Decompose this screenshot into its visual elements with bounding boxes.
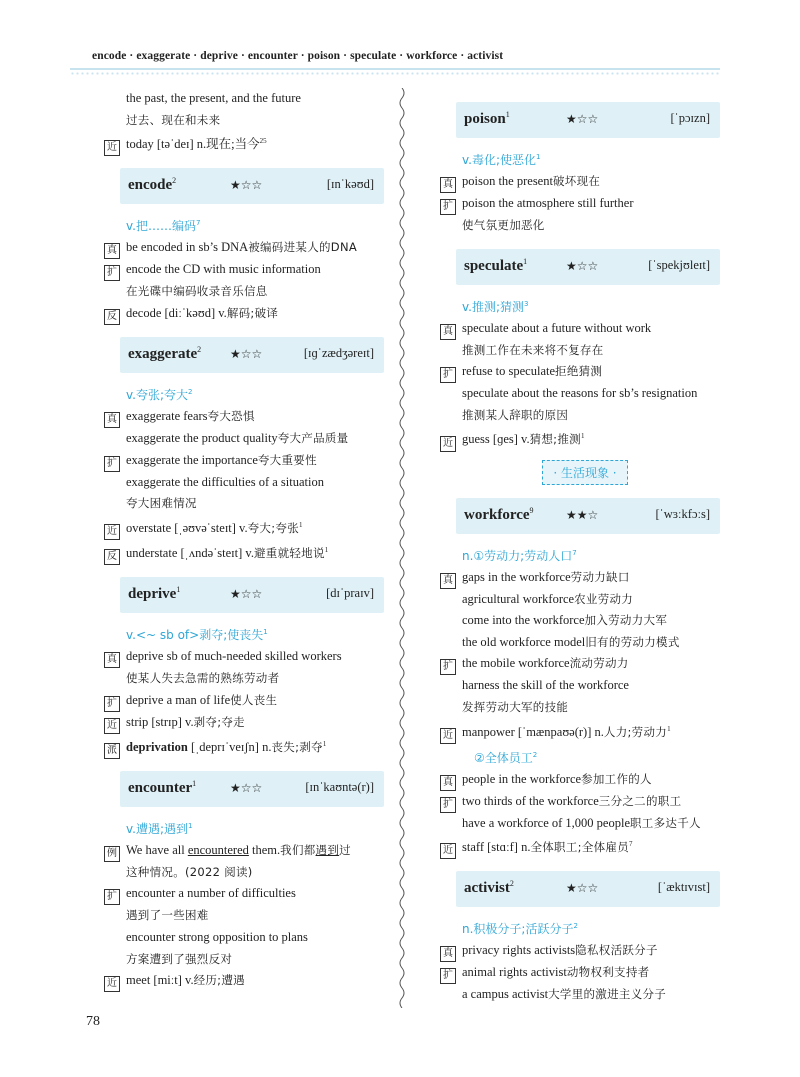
frequency-sup: 1 xyxy=(580,432,585,441)
tag-icon: 真 xyxy=(440,775,456,791)
entry-en: the mobile workforce xyxy=(462,656,570,671)
tag-icon: 扩 xyxy=(104,265,120,281)
phonetic: [ɪnˈkəʊd] xyxy=(326,177,374,192)
entry-line xyxy=(440,697,730,719)
entry-line xyxy=(440,361,730,383)
difficulty-stars: ★☆☆ xyxy=(230,587,263,602)
word-header-box xyxy=(120,337,384,373)
entry-line xyxy=(104,450,394,472)
entry-line xyxy=(104,303,394,325)
entry-line xyxy=(440,769,730,791)
pos-frequency: 7 xyxy=(196,219,201,228)
entry-line xyxy=(104,690,394,712)
tag-icon: 扩 xyxy=(104,889,120,905)
entry-line xyxy=(440,610,730,632)
entry-cn: 流动劳动力 xyxy=(569,656,629,671)
left-entries xyxy=(104,168,394,992)
tag-icon: 扩 xyxy=(440,968,456,984)
difficulty-stars: ★☆☆ xyxy=(566,112,599,126)
entry-line xyxy=(104,734,394,759)
entry-cn: 旧有的劳动力模式 xyxy=(585,634,680,649)
pos-frequency: 1 xyxy=(263,628,268,637)
difficulty-stars: ★☆☆ xyxy=(230,346,263,361)
entry-en: staff [stɑːf] n. xyxy=(462,840,531,855)
phonetic: [ɪnˈkaʊntə(r)] xyxy=(305,779,374,794)
entry-line xyxy=(104,131,394,156)
entry-line xyxy=(440,383,730,405)
entry-line: 过去、现在和未来 xyxy=(126,112,221,127)
entry-line xyxy=(440,171,730,193)
phonetic: [dɪˈpraɪv] xyxy=(326,586,374,601)
part-of-speech: ②全体员工$^2$ xyxy=(474,750,538,765)
tag-icon: 真 xyxy=(440,324,456,340)
pos-frequency: 1 xyxy=(188,821,193,830)
section-heading xyxy=(440,460,730,486)
headword-frequency: 9 xyxy=(529,505,534,515)
entry-cn: 全体职工;全体雇员 xyxy=(530,840,630,855)
entry-line xyxy=(104,970,394,992)
entry-en: deprive sb of much-needed skilled workers xyxy=(126,649,342,664)
entry-cn: 职工多达千人 xyxy=(630,815,701,830)
entry-en: poison the present xyxy=(462,174,553,188)
entry-line xyxy=(440,984,730,1006)
difficulty-stars: ★☆☆ xyxy=(230,780,263,795)
example-en: them. xyxy=(248,842,281,857)
headword: exaggerate$^2$ xyxy=(128,344,202,362)
tag-icon: 近 xyxy=(440,436,456,452)
pos-frequency: 3 xyxy=(524,299,529,308)
frequency-sup: 7 xyxy=(629,840,633,849)
entry-en: refuse to speculate xyxy=(462,364,556,379)
entry-cn: 经历;遭遇 xyxy=(193,973,245,988)
entry-line xyxy=(104,259,394,281)
entry-en: encounter a number of difficulties xyxy=(126,886,296,901)
entry-cn: 参加工作的人 xyxy=(581,771,652,786)
part-of-speech: v.遭遇;遇到$^1$ xyxy=(126,821,193,836)
header-rule xyxy=(70,68,720,70)
entry-cn: 拒绝猜测 xyxy=(555,364,603,379)
tag-icon: 扩 xyxy=(104,456,120,472)
tag-icon: 近 xyxy=(440,728,456,744)
tag-icon: 真 xyxy=(440,177,456,193)
entry-line xyxy=(104,712,394,734)
header-dotted-rule xyxy=(70,72,720,75)
entry-en-bold: deprivation xyxy=(126,739,188,754)
word-header-box xyxy=(456,249,720,285)
entry-cn: 破坏现在 xyxy=(552,174,601,188)
entry-en: [ˌdeprɪˈveɪʃn] n. xyxy=(187,739,272,754)
difficulty-stars: ★☆☆ xyxy=(566,258,599,273)
headword-frequency: 1 xyxy=(192,778,197,788)
entry-en: guess [ɡes] v. xyxy=(462,432,530,447)
example-en: We have all xyxy=(126,842,188,857)
column-divider xyxy=(397,88,407,1008)
example-en-underlined: encountered xyxy=(187,842,249,857)
entry-line xyxy=(104,237,394,259)
phonetic: [ˈæktɪvɪst] xyxy=(657,880,710,895)
headword-frequency: 1 xyxy=(523,256,528,266)
entry-cn: 解码;破译 xyxy=(226,305,279,320)
right-entries xyxy=(440,102,730,1006)
entry-en: exaggerate the difficulties of a situation xyxy=(126,474,324,489)
entry-line xyxy=(440,405,730,427)
entry-cn: 使气氛更加恶化 xyxy=(462,218,545,232)
entry-line xyxy=(104,406,394,428)
entry-line xyxy=(440,791,730,813)
entry-cn: 人力;劳动力 xyxy=(603,724,668,739)
part-of-speech: v.推测;猜测$^3$ xyxy=(462,299,529,314)
difficulty-stars: ★☆☆ xyxy=(566,881,599,896)
headword-frequency: 1 xyxy=(505,110,510,119)
entry-line xyxy=(440,426,730,451)
entry-line xyxy=(104,540,394,565)
headword-frequency: 2 xyxy=(509,879,514,889)
entry-cn: 夸大产品质量 xyxy=(277,430,349,445)
pos-frequency: 2 xyxy=(188,387,193,396)
pos-frequency: 1 xyxy=(536,153,541,161)
phonetic: [ˈspekjʊleɪt] xyxy=(648,257,710,272)
difficulty-stars: ★★☆ xyxy=(566,507,599,522)
entry-cn: 被编码进某人的DNA xyxy=(248,240,358,255)
tag-icon: 反 xyxy=(104,549,120,565)
entry-line xyxy=(104,949,394,971)
part-of-speech: v.把……编码$^7$ xyxy=(126,219,201,234)
pos-frequency: 2 xyxy=(573,922,578,931)
entry-en: privacy rights activists xyxy=(462,943,576,958)
entry-cn: 使人丧生 xyxy=(230,692,278,707)
entry-cn: 丧失;剥夺 xyxy=(271,739,323,754)
entry-en: understate [ˌʌndəˈsteɪt] v. xyxy=(126,546,254,561)
entry-line xyxy=(440,834,730,859)
tag-icon: 例 xyxy=(104,846,120,862)
entry-cn: 夸大;夸张 xyxy=(247,520,299,535)
entry-en: decode [diːˈkəʊd] v. xyxy=(126,305,227,320)
entry-line xyxy=(440,567,730,589)
entry-cn: 推测某人辞职的原因 xyxy=(462,407,569,422)
part-of-speech: n.积极分子;活跃分子$^2$ xyxy=(462,922,578,937)
entry-line xyxy=(440,193,730,215)
tag-icon: 近 xyxy=(440,843,456,859)
entry-cn: 猜想;推测 xyxy=(529,432,581,447)
word-header-box xyxy=(456,102,720,138)
tag-icon: 扩 xyxy=(440,199,456,215)
entry-en: manpower [ˈmænpaʊə(r)] n. xyxy=(462,724,604,739)
entry-line xyxy=(104,927,394,949)
entry-line xyxy=(440,962,730,984)
entry-en: be encoded in sb’s DNA xyxy=(126,240,249,255)
headword: deprive$^1$ xyxy=(128,585,181,603)
entry-line xyxy=(104,515,394,540)
entry-en: overstate [ˌəʊvəˈsteɪt] v. xyxy=(126,520,248,535)
example-cn: 我们都 xyxy=(280,842,316,857)
left-column xyxy=(104,88,394,992)
entry-line xyxy=(440,940,730,962)
entry-cn: 劳动力缺口 xyxy=(570,569,630,584)
entry-line xyxy=(440,215,730,237)
part-of-speech: v.夸张;夸大$^2$ xyxy=(126,387,193,402)
tag-icon: 真 xyxy=(104,652,120,668)
headword: encode$^2$ xyxy=(128,176,177,194)
entry-cn: 加入劳动力大军 xyxy=(584,613,668,628)
word-header-box xyxy=(120,577,384,613)
headword: workforce$^9$ xyxy=(464,505,534,523)
entry-line xyxy=(440,719,730,744)
entry-en: harness the skill of the workforce xyxy=(462,678,629,693)
entry-en: have a workforce of 1,000 people xyxy=(462,815,630,830)
tag-icon: 扩 xyxy=(440,659,456,675)
phonetic: [ˈwɜːkfɔːs] xyxy=(655,506,710,521)
headword: encounter$^1$ xyxy=(128,778,197,796)
example-line xyxy=(104,840,394,862)
page-header xyxy=(0,0,800,84)
entry-cn: 避重就轻地说 xyxy=(253,546,325,561)
entry-en: gaps in the workforce xyxy=(462,569,571,584)
tag-icon: 近 xyxy=(104,140,120,156)
page-number: 78 xyxy=(86,1014,100,1029)
entry-en: poison the atmosphere still further xyxy=(462,196,634,210)
entry-cn: 大学里的激进主义分子 xyxy=(548,987,667,1002)
entry-en: exaggerate the product quality xyxy=(126,430,278,445)
word-header-box xyxy=(120,168,384,204)
entry-line xyxy=(440,318,730,340)
pos-frequency: 2 xyxy=(532,750,538,759)
entry-en: encode the CD with music information xyxy=(126,262,321,277)
headword-frequency: 2 xyxy=(197,344,202,354)
entry-line xyxy=(104,668,394,690)
entry-line xyxy=(104,281,394,303)
entry-line xyxy=(440,675,730,697)
entry-line xyxy=(440,340,730,362)
word-header-box xyxy=(456,498,720,534)
right-column xyxy=(440,88,730,1006)
tag-icon: 近 xyxy=(104,524,120,540)
entry-line xyxy=(104,883,394,905)
section-title: · 生活现象 · xyxy=(542,460,627,485)
entry-en: a campus activist xyxy=(462,987,549,1002)
tag-icon: 扩 xyxy=(440,797,456,813)
entry-en: agricultural workforce xyxy=(462,591,575,606)
entry-line: the past, the present, and the future xyxy=(126,91,301,105)
tag-icon: 反 xyxy=(104,309,120,325)
example-cn-line: 这种情况。(2022 阅读) xyxy=(126,864,253,879)
entry-text: today [təˈdeɪ] n.现在;当今 xyxy=(126,137,260,152)
word-header-box xyxy=(456,871,720,907)
difficulty-stars: ★☆☆ xyxy=(230,178,263,193)
headword: speculate$^1$ xyxy=(464,256,528,274)
entry-line xyxy=(104,905,394,927)
entry-en: strip [strɪp] v. xyxy=(126,714,194,729)
frequency-sup: 25 xyxy=(259,137,267,146)
entry-cn: 动物权利支持者 xyxy=(566,965,650,980)
entry-cn: 夸大重要性 xyxy=(257,452,317,467)
headword: poison$^1$ xyxy=(464,110,510,127)
entry-line xyxy=(104,493,394,515)
entry-cn: 方案遭到了强烈反对 xyxy=(126,951,233,966)
entry-en: exaggerate the importance xyxy=(126,452,258,467)
entry-cn: 夸大恐惧 xyxy=(207,408,255,423)
example-cn: 过 xyxy=(339,842,351,857)
tag-icon: 真 xyxy=(104,243,120,259)
entry-cn: 发挥劳动大军的技能 xyxy=(462,699,569,714)
phonetic: [ˈpɔɪzn] xyxy=(670,111,710,125)
entry-line xyxy=(104,472,394,494)
tag-icon: 派 xyxy=(104,743,120,759)
entry-cn: 遇到了一些困难 xyxy=(126,908,209,923)
entry-en: encounter strong opposition to plans xyxy=(126,929,308,944)
entry-line xyxy=(440,653,730,675)
tag-icon: 真 xyxy=(104,412,120,428)
entry-en: the old workforce model xyxy=(462,634,586,649)
entry-en: deprive a man of life xyxy=(126,692,231,707)
entry-cn: 使某人失去急需的熟练劳动者 xyxy=(126,671,280,686)
part-of-speech: v.毒化;使恶化$^1$ xyxy=(462,153,541,167)
tag-icon: 扩 xyxy=(104,696,120,712)
part-of-speech: n.①劳动力;劳动人口$^7$ xyxy=(462,548,577,563)
entry-en: speculate about the reasons for sb’s resignation xyxy=(462,386,698,401)
entry-en: exaggerate fears xyxy=(126,408,208,423)
tag-icon: 扩 xyxy=(440,367,456,383)
entry-en: speculate about a future without work xyxy=(462,320,652,335)
entry-en: come into the workforce xyxy=(462,613,585,628)
phonetic: [ɪɡˈzædʒəreɪt] xyxy=(303,345,374,360)
entry-line xyxy=(440,589,730,611)
header-title: encode · exaggerate · deprive · encounter · poison · speculate · workforce · activist xyxy=(92,50,504,62)
headword-frequency: 1 xyxy=(176,585,181,595)
tag-icon: 近 xyxy=(104,718,120,734)
entry-line xyxy=(104,646,394,668)
entry-en: animal rights activist xyxy=(462,965,567,980)
tag-icon: 真 xyxy=(440,946,456,962)
entry-cn: 隐私权活跃分子 xyxy=(575,943,658,958)
frequency-sup: 1 xyxy=(299,520,303,529)
headword-frequency: 2 xyxy=(172,176,177,186)
entry-en: meet [miːt] v. xyxy=(126,973,194,988)
entry-cn: 在光碟中编码收录音乐信息 xyxy=(126,284,268,299)
headword: activist$^2$ xyxy=(464,879,514,897)
entry-cn: 剥夺;夺走 xyxy=(193,714,245,729)
entry-cn: 推测工作在未来将不复存在 xyxy=(462,342,604,357)
tag-icon: 近 xyxy=(104,976,120,992)
word-header-box xyxy=(120,771,384,807)
frequency-sup: 1 xyxy=(667,724,671,733)
entry-en: people in the workforce xyxy=(462,771,582,786)
example-cn-underlined: 遇到 xyxy=(315,842,340,857)
entry-line xyxy=(104,428,394,450)
entry-cn: 农业劳动力 xyxy=(574,591,634,606)
entry-cn: 夸大困难情况 xyxy=(126,496,197,511)
tag-icon: 真 xyxy=(440,573,456,589)
entry-line xyxy=(440,813,730,835)
entry-line xyxy=(440,632,730,654)
frequency-sup: 1 xyxy=(322,739,327,748)
frequency-sup: 1 xyxy=(324,545,329,554)
entry-en: two thirds of the workforce xyxy=(462,793,599,808)
part-of-speech: v.<~ sb of>剥夺;使丧失$^1$ xyxy=(126,628,268,643)
entry-cn: 三分之二的职工 xyxy=(598,793,682,808)
pos-frequency: 7 xyxy=(572,548,577,557)
